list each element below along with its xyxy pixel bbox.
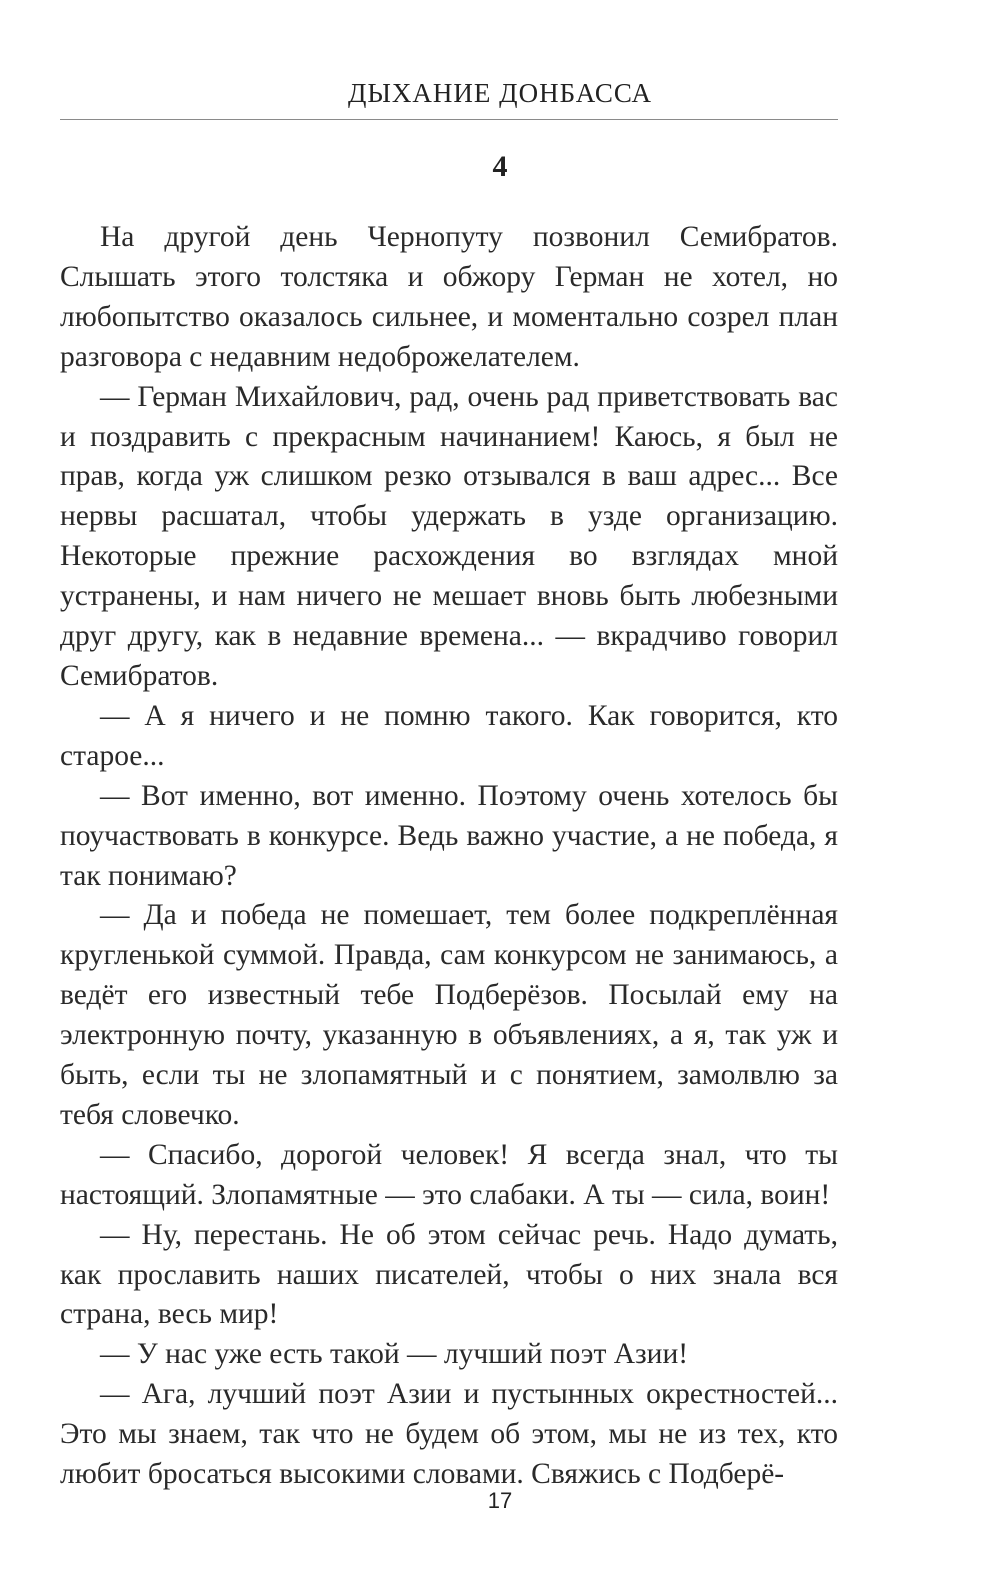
header-rule: [60, 119, 838, 120]
paragraph: — Да и победа не помешает, тем более подкреплённая кругленькой суммой. Правда, сам конкурсом не занимаюсь, а ведёт его известный тебе Подберёзов. Посылай ему на электронную почту, указанную в объявлениях, а я, так уж и быть, если ты не злопамятный и с понятием, замолвлю за тебя словечко.: [60, 899, 838, 1131]
paragraph: — У нас уже есть такой — лучший поэт Азии!: [100, 1338, 689, 1371]
paragraph: — Вот именно, вот именно. Поэтому очень хотелось бы поучаствовать в конкурсе. Ведь важно участие, а не победа, я так понимаю?: [60, 779, 838, 892]
paragraph: — А я ничего и не помню такого. Как говорится, кто старое...: [60, 699, 838, 772]
paragraph: — Ага, лучший поэт Азии и пустынных окрестностей... Это мы знаем, так что не будем об этом, мы не из тех, кто любит бросаться высокими словами. Свяжись с Подберё-: [60, 1378, 838, 1491]
page-number: 17: [487, 1488, 513, 1513]
paragraph: — Ну, перестань. Не об этом сейчас речь. Надо думать, как прославить наших писателей, чтобы о них знала вся страна, весь мир!: [60, 1218, 838, 1331]
chapter-number: 4: [492, 150, 508, 183]
running-title: ДЫХАНИЕ ДОНБАССА: [347, 78, 653, 108]
paragraph: — Герман Михайлович, рад, очень рад приветствовать вас и поздравить с прекрасным начинанием! Каюсь, я был не прав, когда уж слишком резко отзывался в ваш адрес... Все нервы расшатал, чтобы удержать в узде организацию. Некоторые прежние расхождения во взглядах мной устранены, и нам ничего не мешает вновь быть любезными друг другу, как в недавние времена... — вкрадчиво говорил Семибратов.: [60, 380, 838, 692]
paragraph: — Спасибо, дорогой человек! Я всегда знал, что ты настоящий. Злопамятные — это слабаки. А ты — сила, воин!: [60, 1138, 838, 1211]
paragraph: На другой день Чернопуту позвонил Семибратов. Слышать этого толстяка и обжору Герман не хотел, но любопытство оказалось сильнее, и моментально созрел план разговора с недавним недоброжелателем.: [60, 221, 838, 373]
body-text: [60, 218, 838, 1495]
